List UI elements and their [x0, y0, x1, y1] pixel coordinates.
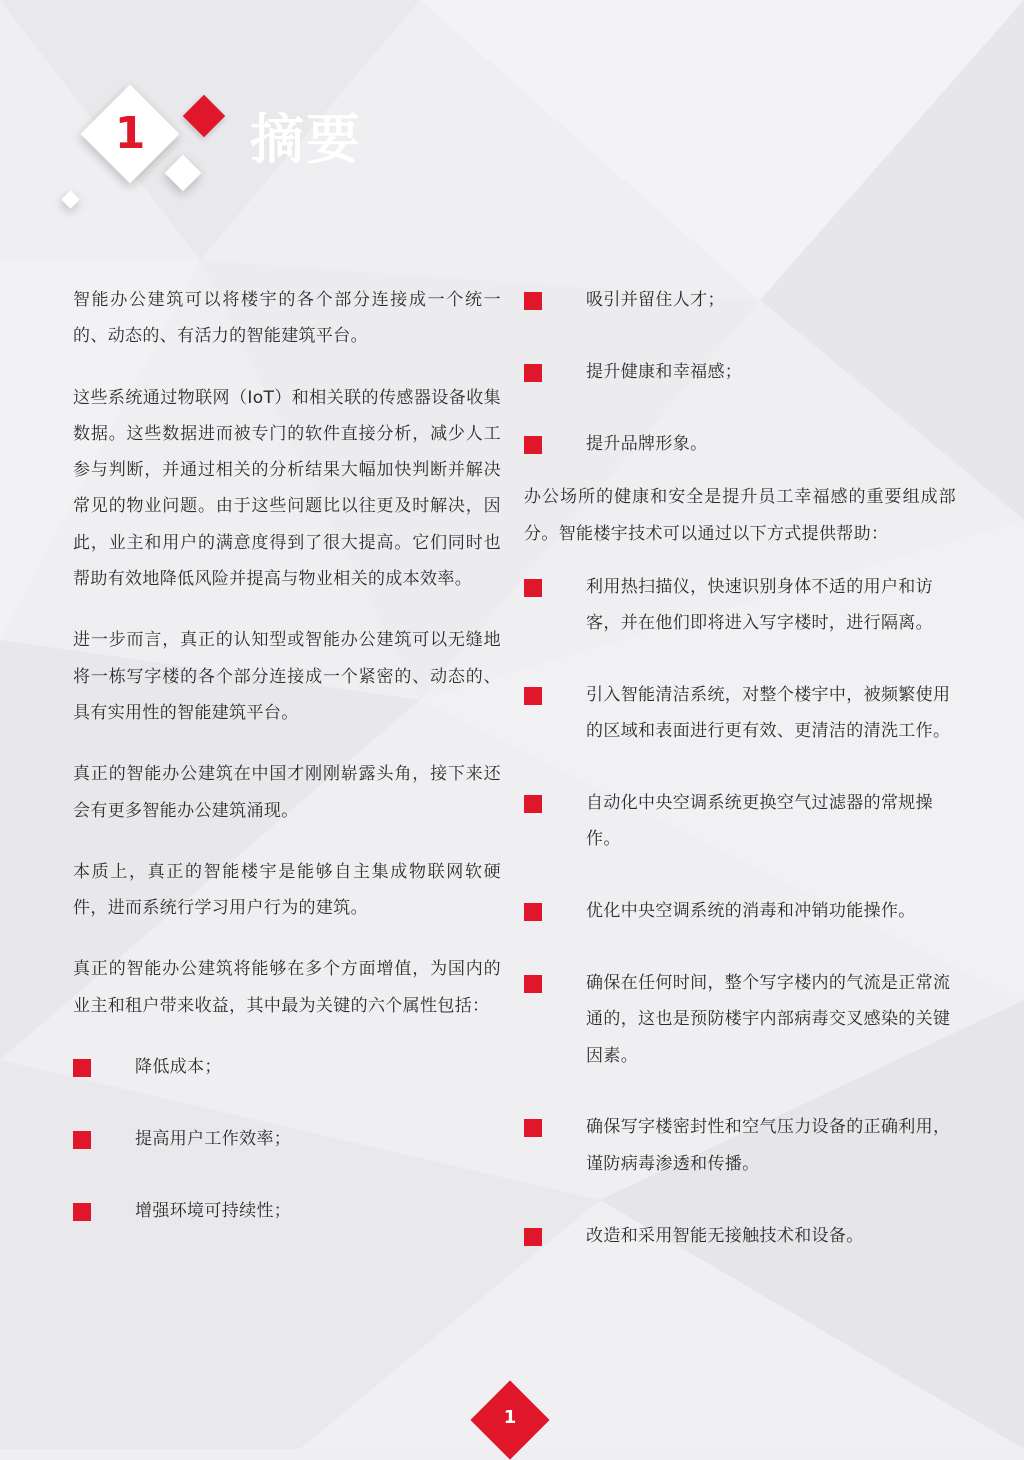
left-column [73, 282, 501, 1264]
square-bullet-icon [524, 364, 542, 382]
square-bullet-icon [524, 292, 542, 310]
list-item [524, 426, 956, 462]
square-bullet-icon [524, 1119, 542, 1137]
header-diamond-tiny [61, 190, 79, 208]
attribute-list-continued [524, 282, 956, 462]
square-bullet-icon [524, 975, 542, 993]
attribute-list [73, 1049, 501, 1229]
list-item-text: 吸引并留住人才； [586, 290, 725, 310]
list-item [524, 569, 956, 642]
square-bullet-icon [524, 795, 542, 813]
paragraph: 智能办公建筑可以将楼宇的各个部分连接成一个统一的、动态的、有活力的智能建筑平台。 [73, 290, 501, 347]
paragraph: 进一步而言，真正的认知型或智能办公建筑可以无缝地将一栋写字楼的各个部分连接成一个紧密的、动态的、具有实用性的智能建筑平台。 [73, 630, 501, 723]
page-number: 1 [503, 1407, 517, 1428]
paragraph: 本质上，真正的智能楼宇是能够自主集成物联网软硬件，进而系统行学习用户行为的建筑。 [73, 861, 501, 919]
header-diamond-small [165, 155, 202, 192]
list-item [524, 785, 956, 858]
list-item-text: 提升品牌形象。 [586, 433, 708, 454]
right-column [524, 282, 956, 1289]
list-item-text: 提升健康和幸福感； [586, 361, 743, 382]
paragraph: 这些系统通过物联网（IoT）和相关联的传感器设备收集数据。这些数据进而被专门的软件直接分析，减少人工参与判断，并通过相关的分析结果大幅加快判断并解决常见的物业问题。由于这些问题比以往更及时解决，因此，业主和用户的满意度得到了很大提高。它们同时也帮助有效地降低风险并提高与物业相关的成本效率。 [73, 387, 501, 590]
square-bullet-icon [524, 436, 542, 454]
list-item [73, 1193, 501, 1229]
square-bullet-icon [73, 1203, 91, 1221]
list-item [73, 1121, 501, 1157]
list-item-text: 降低成本； [135, 1057, 222, 1078]
list-item [524, 677, 956, 750]
list-item-text: 提高用户工作效率； [135, 1128, 292, 1149]
section-header [0, 0, 400, 240]
section-number: 1 [114, 108, 146, 159]
paragraph: 办公场所的健康和安全是提升员工幸福感的重要组成部分。智能楼宇技术可以通过以下方式提供帮助： [524, 487, 956, 544]
list-item [524, 965, 956, 1074]
header-diamond-accent [183, 95, 225, 137]
list-item-text: 自动化中央空调系统更换空气过滤器的常规操作。 [586, 793, 933, 850]
list-item-text: 利用热扫描仪，快速识别身体不适的用户和访客，并在他们即将进入写字楼时，进行隔离。 [586, 576, 933, 634]
list-item-text: 确保写字楼密封性和空气压力设备的正确利用，谨防病毒渗透和传播。 [586, 1117, 951, 1174]
list-item-text: 引入智能清洁系统，对整个楼宇中，被频繁使用的区域和表面进行更有效、更清洁的清洗工作。 [586, 685, 951, 742]
list-item-text: 改造和采用智能无接触技术和设备。 [586, 1225, 864, 1246]
square-bullet-icon [524, 687, 542, 705]
square-bullet-icon [524, 1228, 542, 1246]
list-item [524, 1109, 956, 1182]
list-item-text: 增强环境可持续性； [135, 1200, 292, 1221]
list-item [524, 1218, 956, 1254]
list-item [73, 1049, 501, 1085]
list-item-text: 优化中央空调系统的消毒和冲销功能操作。 [586, 901, 916, 922]
section-title: 摘要 [250, 108, 362, 171]
health-measures-list [524, 569, 956, 1254]
list-item-text: 确保在任何时间，整个写字楼内的气流是正常流通的，这也是预防楼宇内部病毒交叉感染的关键因素。 [586, 973, 951, 1066]
square-bullet-icon [73, 1131, 91, 1149]
list-item [524, 354, 956, 390]
paragraph: 真正的智能办公建筑在中国才刚刚崭露头角，接下来还会有更多智能办公建筑涌现。 [73, 764, 501, 821]
list-item [524, 282, 956, 318]
paragraph: 真正的智能办公建筑将能够在多个方面增值，为国内的业主和租户带来收益，其中最为关键的六个属性包括： [73, 959, 501, 1016]
square-bullet-icon [524, 579, 542, 597]
square-bullet-icon [524, 903, 542, 921]
list-item [524, 893, 956, 929]
square-bullet-icon [73, 1059, 91, 1077]
